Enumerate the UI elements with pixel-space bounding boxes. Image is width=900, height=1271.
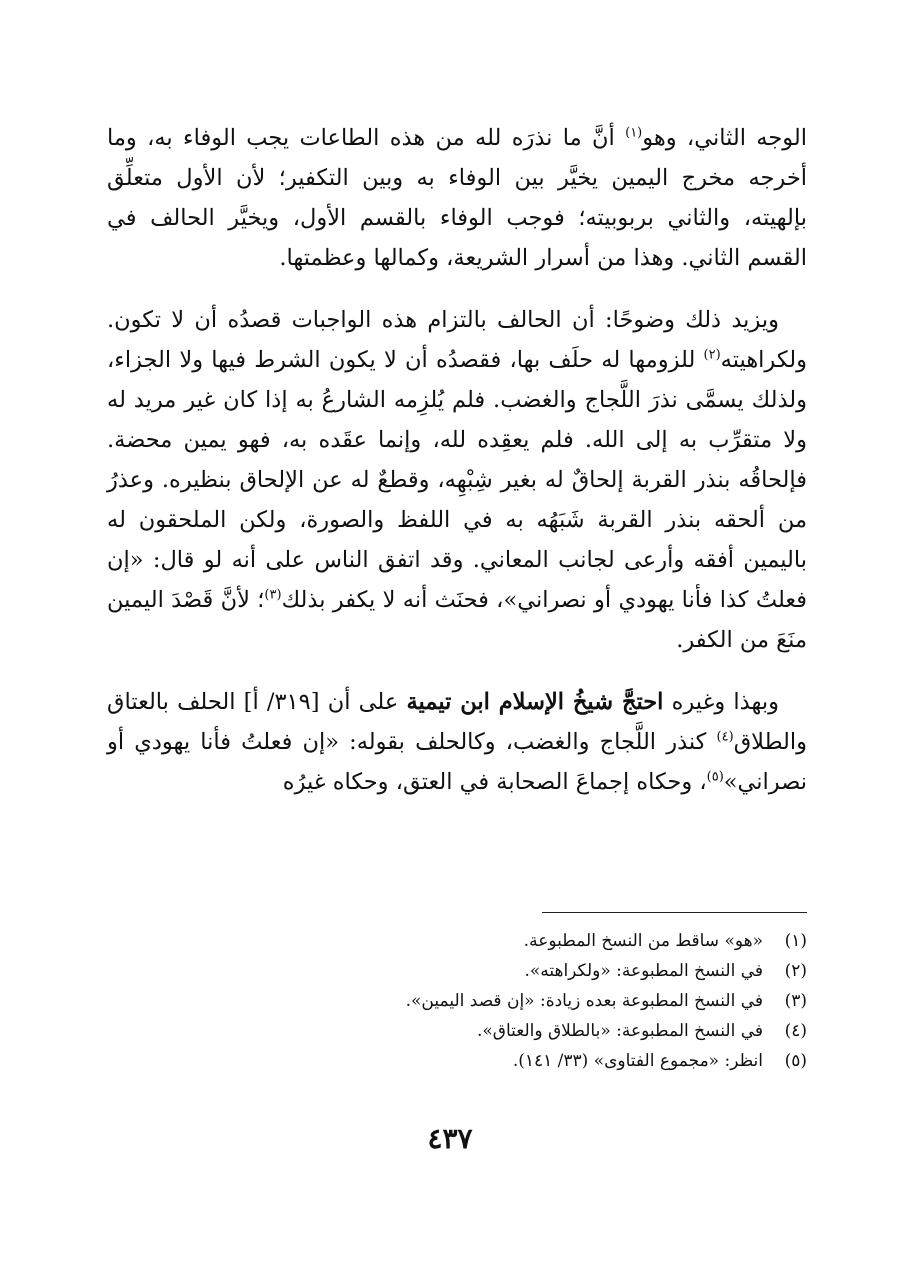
p3-text-2: على أن [٣١٩/ أ] الحلف بالعتاق والطلاق bbox=[107, 689, 807, 755]
p3-text-4: ، وحكاه إجماعَ الصحابة في العتق، وحكاه غيرُه bbox=[282, 769, 707, 795]
p2-text-1: ويزيد ذلك وضوحًا: أن الحالف بالتزام هذه الواجبات قصدُه أن لا تكون. ولكراهيته bbox=[107, 307, 807, 373]
p1-text-1: الوجه الثاني، وهو bbox=[642, 125, 807, 151]
footnote-number: (٣) bbox=[784, 991, 807, 1011]
paragraph-2 bbox=[107, 300, 807, 660]
p2-text-2: للزومها له حلَف بها، فقصدُه أن لا يكون الشرط فيها ولا الجزاء، ولذلك يسمَّى نذرَ اللَّجاج والغضب. فلم يُلزِمه الشارعُ به إذا كان غير مريد له ولا متقرِّب به إلى الله. فلم يعقِده لله، وإنما عقَده به، فهو يمين محضة. فإلحاقُه بنذر القربة إلحاقٌ له بغير شِبْهِه، وقطعٌ له عن الإلحاق بنظيره. وعذرُ من ألحقه بنذر القربة شَبَهُه به في اللفظ والصورة، ولكن الملحقون له باليمين أفقه وأرعى لجانب المعاني. وقد اتفق الناس على أنه لو قال: «إن فعلتُ كذا فأنا يهودي أو نصراني»، فحنَث أنه لا يكفر بذلك bbox=[107, 347, 807, 613]
main-text bbox=[107, 118, 807, 824]
footnote-item bbox=[107, 986, 807, 1016]
p3-text-3: كنذر اللَّجاج والغضب، وكالحلف بقوله: «إن فعلتُ فأنا يهودي أو نصراني» bbox=[107, 729, 807, 795]
page-number: ٤٣٧ bbox=[427, 1122, 473, 1155]
footnote-number: (٤) bbox=[784, 1021, 807, 1041]
p1-text-2: أنَّ ما نذرَه لله من هذه الطاعات يجب الوفاء به، وما أخرجه مخرج اليمين يخيَّر بين الوفاء به وبين التكفير؛ لأن الأول متعلِّق بإلهيته، والثاني بربوبيته؛ فوجب الوفاء بالقسم الأول، ويخيَّر الحالف في القسم الثاني. وهذا من أسرار الشريعة، وكمالها وعظمتها. bbox=[107, 125, 807, 271]
footnote-item bbox=[107, 956, 807, 986]
footnote-item bbox=[107, 926, 807, 956]
footnote-text: في النسخ المطبوعة: «ولكراهته». bbox=[524, 961, 763, 981]
footnote-text: في النسخ المطبوعة: «بالطلاق والعتاق». bbox=[476, 1021, 763, 1041]
footnote-text: انظر: «مجموع الفتاوى» (٣٣/ ١٤١). bbox=[512, 1051, 763, 1071]
footnote-number: (٢) bbox=[784, 961, 807, 981]
paragraph-1 bbox=[107, 118, 807, 278]
footnotes-list bbox=[107, 926, 807, 1076]
p3-bold-name: احتجَّ شيخُ الإسلام ابن تيمية bbox=[406, 689, 664, 715]
footnote-item bbox=[107, 1016, 807, 1046]
paragraph-3 bbox=[107, 682, 807, 802]
footnote-text: في النسخ المطبوعة بعده زيادة: «إن قصد اليمين». bbox=[405, 991, 763, 1011]
p2-text-3: ؛ لأنَّ قَصْدَ اليمين منَعَ من الكفر. bbox=[107, 587, 807, 653]
footnote-number: (١) bbox=[784, 931, 807, 951]
p3-text-1: وبهذا وغيره bbox=[663, 689, 779, 715]
footnote-ref-5: (٥) bbox=[706, 769, 724, 785]
footnote-ref-3: (٣) bbox=[264, 587, 282, 603]
footnote-divider bbox=[542, 912, 807, 913]
footnote-ref-4: (٤) bbox=[716, 729, 734, 745]
footnote-number: (٥) bbox=[784, 1051, 807, 1071]
footnote-ref-2: (٢) bbox=[703, 347, 721, 363]
footnote-item bbox=[107, 1046, 807, 1076]
footnote-text: «هو» ساقط من النسخ المطبوعة. bbox=[523, 931, 763, 951]
footnote-ref-1: (١) bbox=[625, 125, 643, 141]
